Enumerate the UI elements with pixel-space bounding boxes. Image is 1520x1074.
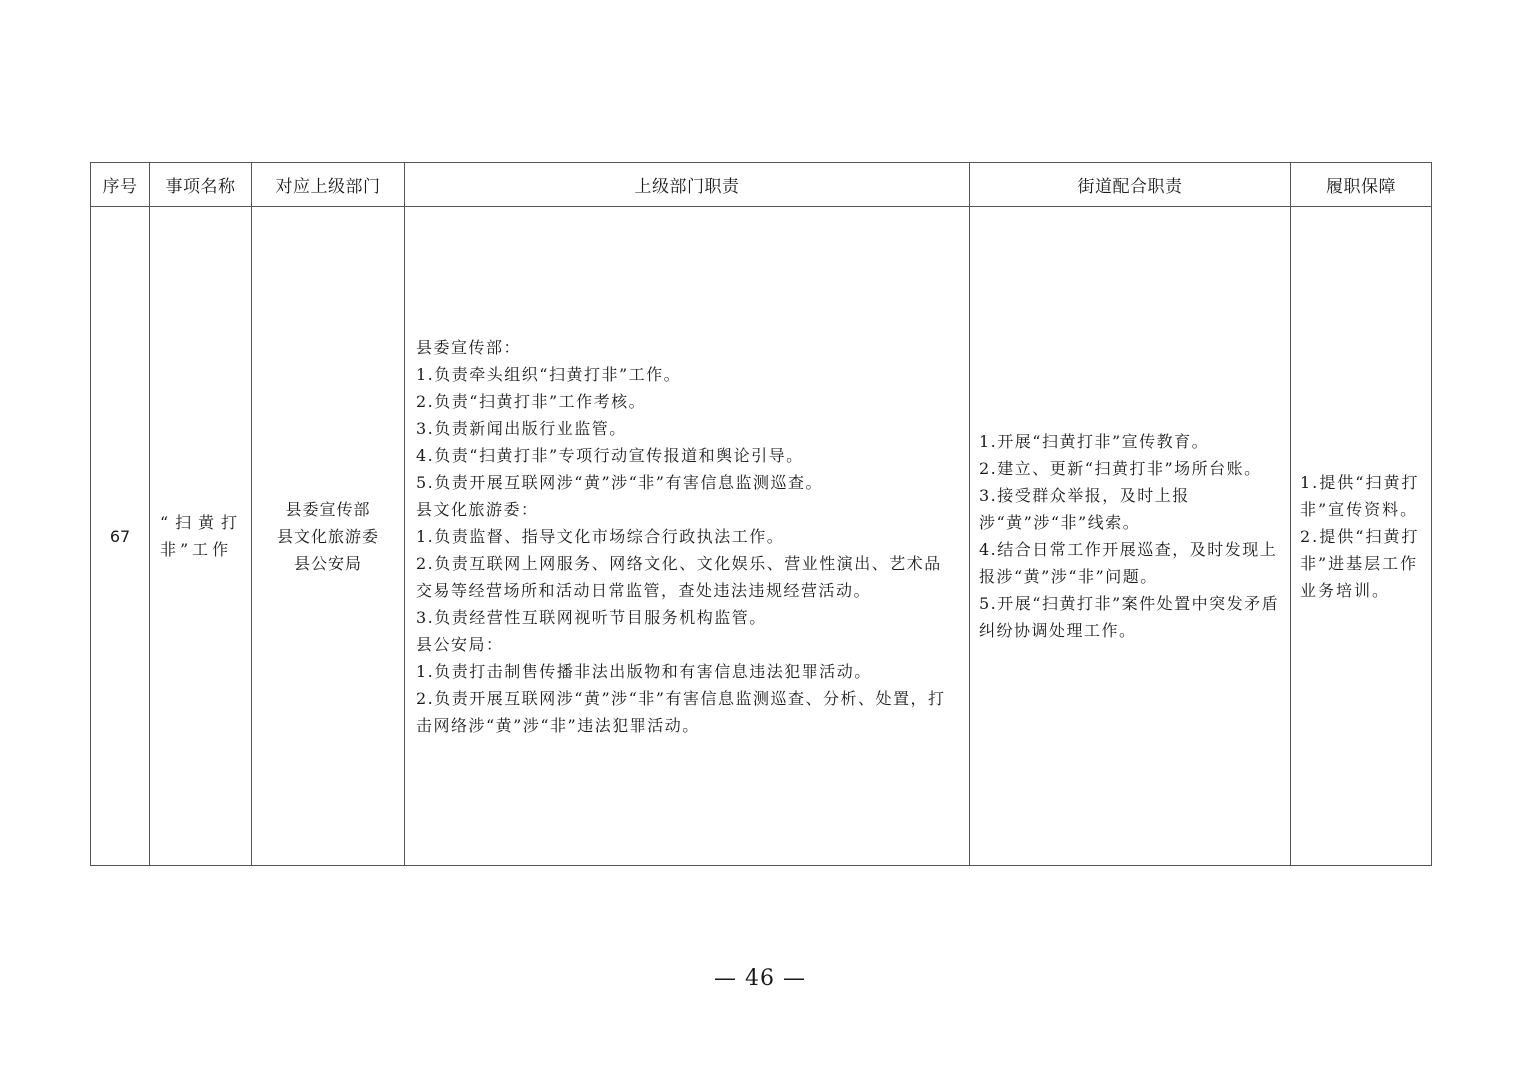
coop-item: 1.开展“扫黄打非”宣传教育。 <box>979 432 1210 451</box>
duty-item: 2.负责开展互联网涉“黄”涉“非”有害信息监测巡查、分析、处置，打击网络涉“黄”涉“非”违法犯罪活动。 <box>416 688 946 735</box>
header-superior-duties: 上级部门职责 <box>405 163 970 207</box>
guarantee-item: 2.提供“扫黄打非”进基层工作业务培训。 <box>1300 526 1420 600</box>
dept-line: 县公安局 <box>293 553 362 573</box>
cell-item-name: “扫黄打非”工作 <box>150 207 252 866</box>
dept-line: 县委宣传部 <box>285 499 371 519</box>
coop-item: 2.建立、更新“扫黄打非”场所台账。 <box>979 459 1262 478</box>
cell-superior-duties <box>405 207 970 866</box>
duty-item: 3.负责经营性互联网视听节目服务机构监管。 <box>416 607 767 627</box>
duty-item: 5.负责开展互联网涉“黄”涉“非”有害信息监测巡查。 <box>416 472 823 492</box>
table-row <box>91 207 1432 866</box>
duty-item: 2.负责“扫黄打非”工作考核。 <box>416 391 647 411</box>
cell-seq: 67 <box>91 207 150 866</box>
duty-item: 4.负责“扫黄打非”专项行动宣传报道和舆论引导。 <box>416 445 804 465</box>
guarantee-item: 1.提供“扫黄打非”宣传资料。 <box>1300 472 1420 519</box>
duty-item: 2.负责互联网上网服务、网络文化、文化娱乐、营业性演出、艺术品交易等经营场所和活动日常监管，查处违法违规经营活动。 <box>416 553 942 600</box>
duty-item: 3.负责新闻出版行业监管。 <box>416 418 627 438</box>
header-item-name: 事项名称 <box>150 163 252 207</box>
coop-item: 3.接受群众举报，及时上报涉“黄”涉“非”线索。 <box>979 486 1190 532</box>
duty-heading: 县委宣传部： <box>416 337 522 357</box>
duty-item: 1.负责牵头组织“扫黄打非”工作。 <box>416 364 682 384</box>
page-number: — 46 — <box>714 966 806 991</box>
dept-line: 县文化旅游委 <box>276 526 379 546</box>
header-seq: 序号 <box>91 163 150 207</box>
responsibility-table <box>90 162 1432 866</box>
coop-item: 4.结合日常工作开展巡查，及时发现上报涉“黄”涉“非”问题。 <box>979 540 1278 586</box>
cell-street-cooperation <box>970 207 1291 866</box>
coop-item: 5.开展“扫黄打非”案件处置中突发矛盾纠纷协调处理工作。 <box>979 594 1280 640</box>
header-street-cooperation: 街道配合职责 <box>970 163 1291 207</box>
cell-superior-dept <box>252 207 405 866</box>
duty-heading: 县公安局： <box>416 634 504 654</box>
duty-item: 1.负责打击制售传播非法出版物和有害信息违法犯罪活动。 <box>416 661 872 681</box>
duty-heading: 县文化旅游委： <box>416 499 539 519</box>
header-superior-dept: 对应上级部门 <box>252 163 405 207</box>
cell-guarantee <box>1291 207 1432 866</box>
duty-item: 1.负责监督、指导文化市场综合行政执法工作。 <box>416 526 785 546</box>
header-guarantee: 履职保障 <box>1291 163 1432 207</box>
table-header-row <box>91 163 1432 207</box>
